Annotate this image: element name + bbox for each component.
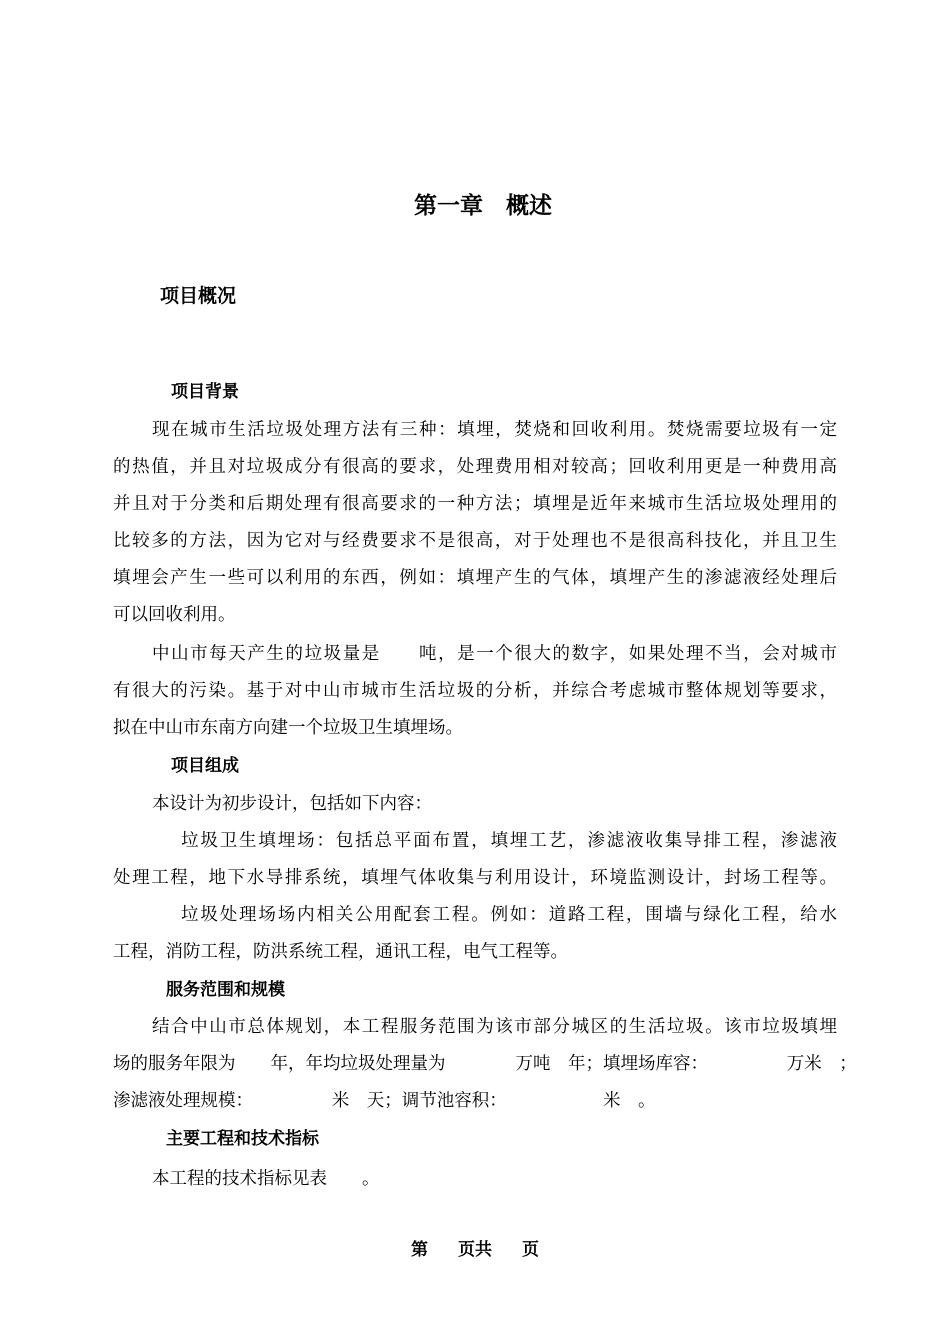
subsection-title-composition: 项目组成 <box>171 756 239 776</box>
paragraph-line: 拟在中山市东南方向建一个垃圾卫生填埋场。 <box>113 718 463 738</box>
footer-page-label: 第 <box>411 1240 428 1260</box>
list-item-line: 垃圾处理场场内相关公用配套工程。例如：道路工程，围墙与绿化工程，给水 <box>181 905 837 925</box>
section-title: 项目概况 <box>160 285 237 307</box>
subsection-title-scope: 服务范围和规模 <box>166 980 285 1000</box>
paragraph-line: 有很大的污染。基于对中山市城市生活垃圾的分析，并综合考虑城市整体规划等要求， <box>113 681 837 701</box>
paragraph-line: 并且对于分类和后期处理有很高要求的一种方法；填埋是近年来城市生活垃圾处理用的 <box>113 494 837 514</box>
paragraph-line: 可以回收利用。 <box>113 605 236 625</box>
paragraph-line: 本工程的技术指标见表 。 <box>152 1169 380 1189</box>
list-item-line: 处理工程，地下水导排系统，填埋气体收集与利用设计，环境监测设计，封场工程等。 <box>113 868 837 888</box>
paragraph-line: 场的服务年限为 年，年均垃圾处理量为 万吨 年；填埋场库容： 万米 ； <box>113 1054 857 1074</box>
footer-total-label: 页共 <box>458 1240 492 1260</box>
subsection-title-background: 项目背景 <box>171 382 239 402</box>
paragraph-line: 本设计为初步设计，包括如下内容： <box>152 794 432 814</box>
paragraph-line: 中山市每天产生的垃圾量是 吨，是一个很大的数字，如果处理不当，会对城市 <box>152 644 837 664</box>
subsection-title-indicators: 主要工程和技术指标 <box>166 1129 319 1149</box>
paragraph-line: 现在城市生活垃圾处理方法有三种：填埋，焚烧和回收利用。焚烧需要垃圾有一定 <box>152 420 837 440</box>
page-footer <box>0 1236 950 1264</box>
list-item-line: 工程，消防工程，防洪系统工程，通讯工程，电气工程等。 <box>113 942 568 962</box>
paragraph-line: 填埋会产生一些可以利用的东西，例如：填埋产生的气体，填埋产生的渗滤液经处理后 <box>113 568 837 588</box>
paragraph-line: 的热值，并且对垃圾成分有很高的要求，处理费用相对较高；回收利用更是一种费用高 <box>113 457 837 477</box>
chapter-title: 第一章 概述 <box>414 193 552 219</box>
list-item-line: 垃圾卫生填埋场：包括总平面布置，填埋工艺，渗滤液收集导排工程，渗滤液 <box>181 831 837 851</box>
paragraph-line: 结合中山市总体规划，本工程服务范围为该市部分城区的生活垃圾。该市垃圾填埋 <box>152 1017 837 1037</box>
paragraph-line: 渗滤液处理规模： 米 天；调节池容积： 米 。 <box>113 1091 656 1111</box>
paragraph-line: 比较多的方法，因为它对与经费要求不是很高，对于处理也不是很高科技化，并且卫生 <box>113 531 837 551</box>
footer-page-suffix: 页 <box>522 1240 539 1260</box>
